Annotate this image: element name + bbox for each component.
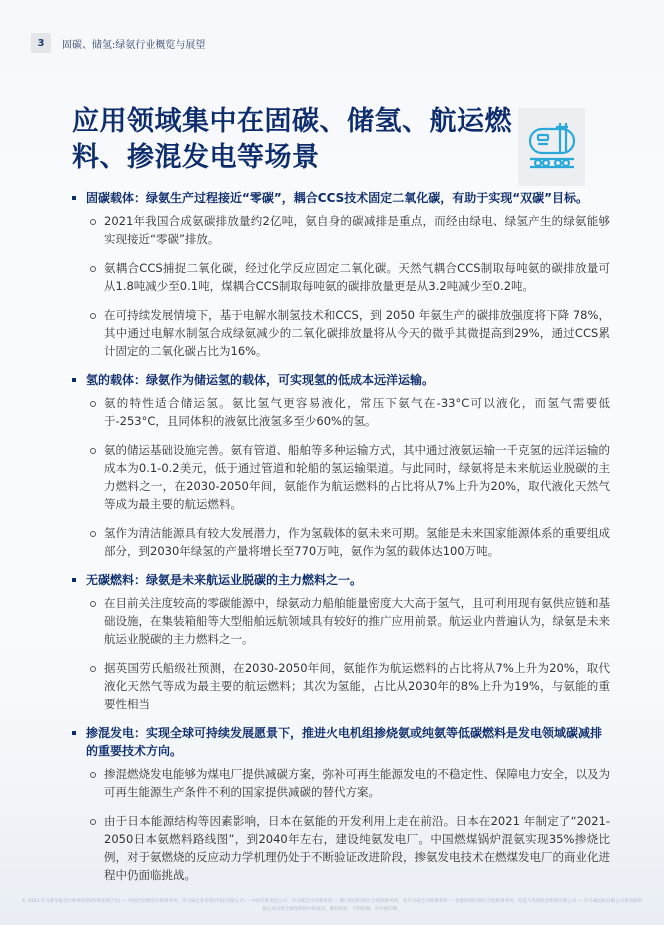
copyright-footer: © 2023 毕马威华振会计师事务所(特殊普通合伙) — 中国合伙制会计师事务所，毕马威企业咨询(中国)有限公司 — 中国有限责任公司，毕马威会计师事务所 — 澳门特别行政区合伙制事务所，及毕马威会计师事务所 — 香港特别行政区合伙制事务所，均是与英国私营担保有限公司 — 毕马威国际有限公司相关联的独立成员所全球性组织中的成员。版权所有，不得转载。在中国印制。 xyxy=(21,899,643,912)
page-number: 3 xyxy=(31,33,51,53)
list-item: 掺混燃烧发电能够为煤电厂提供减碳方案，弥补可再生能源发电的不稳定性、保障电力安全，以及为可再生能源生产条件不利的国家提供减碳的替代方案。 xyxy=(104,767,610,799)
running-header xyxy=(31,33,205,53)
header-title: 固碳、储氢:绿氨行业概览与展望 xyxy=(62,39,206,51)
bullet-circle xyxy=(90,313,96,319)
list-item: 氨的储运基础设施完善。氨有管道、船舶等多种运输方式，其中通过液氨运输一千克氢的远洋运输的成本为0.1-0.2美元，低于通过管道和轮船的氢运输渠道。与此同时，绿氨将是未来航运业脱碳的主力燃料之一，在2030-2050年间，氨能作为航运燃料的占比将从7%上升为20%，取代液化天然气等成为最主要的航运燃料。 xyxy=(104,443,610,511)
list-item: 据英国劳氏船级社预测，在2030-2050年间，氨能作为航运燃料的占比将从7%上升为20%，取代液化天然气等成为最主要的航运燃料；其次为氢能，占比从2030年的8%上升为19%，与氨能的重要性相当 xyxy=(104,661,610,711)
bullet-circle xyxy=(90,401,96,407)
bullet-square xyxy=(72,578,76,582)
bullet-circle xyxy=(90,772,96,778)
bullet-circle xyxy=(90,219,96,225)
content xyxy=(72,189,612,884)
bullet-circle xyxy=(90,601,96,607)
bullet-square xyxy=(72,731,76,735)
list-item: 在目前关注度较高的零碳能源中，绿氨动力船舶能量密度大大高于氢气，且可利用现有氨供应链和基础设施，在集装箱船等大型船舶远航领域具有较好的推广应用前景。航运业内普遍认为，绿氨是未来航运业脱碳的主力燃料之一。 xyxy=(104,596,610,646)
list-item: 氨的特性适合储运氢。氨比氢气更容易液化，常压下氨气在-33°C可以液化，而氢气需要低于-253°C，且同体积的液氨比液氢多至少60%的氢。 xyxy=(104,396,610,428)
section-heading: 无碳燃料：绿氨是未来航运业脱碳的主力燃料之一。 xyxy=(86,573,363,587)
page-title: 应用领域集中在固碳、储氢、航运燃料、掺混发电等场景 xyxy=(72,106,512,173)
section-heading: 掺混发电：实现全球可持续发展愿景下，推进火电机组掺烧氨或纯氨等低碳燃料是发电领域碳减排的重要技术方向。 xyxy=(86,726,603,758)
section-heading: 固碳载体：绿氨生产过程接近“零碳”，耦合CCS技术固定二氧化碳，有助于实现“双碳”目标。 xyxy=(86,191,589,205)
section-carbon-free-fuel xyxy=(72,571,612,713)
list-item: 氢作为清洁能源具有较大发展潜力，作为氢载体的氨未来可期。氢能是未来国家能源体系的重要组成部分，到2030年绿氢的产量将增长至770万吨，氨作为氢的载体达100万吨。 xyxy=(104,526,610,558)
bullet-circle xyxy=(90,531,96,537)
bullet-square xyxy=(72,378,76,382)
bullet-circle xyxy=(90,666,96,672)
list-item: 氨耦合CCS捕捉二氧化碳，经过化学反应固定二氧化碳。天然气耦合CCS制取每吨氨的碳排放量可从1.8吨减少至0.1吨，煤耦合CCS制取每吨氨的碳排放量更是从3.2吨减少至0.2吨。 xyxy=(104,261,610,293)
bullet-circle xyxy=(90,448,96,454)
list-item: 在可持续发展情境下，基于电解水制氢技术和CCS，到 2050 年氨生产的碳排放强度将下降 78%，其中通过电解水制氢合成绿氨减少的二氧化碳排放量将从今天的微乎其微提高到29%，通过CCS累计固定的二氧化碳占比为16%。 xyxy=(104,308,610,358)
section-heading: 氢的载体：绿氨作为储运氢的载体，可实现氢的低成本远洋运输。 xyxy=(86,373,435,387)
section-carbon-fixation xyxy=(72,189,612,360)
tank-wagon-icon xyxy=(518,108,585,186)
section-hydrogen-carrier xyxy=(72,371,612,560)
section-co-firing xyxy=(72,724,612,884)
list-item: 2021年我国合成氨碳排放量约2亿吨，氨自身的碳减排是重点，而经由绿电、绿氢产生的绿氨能够实现接近“零碳”排放。 xyxy=(104,214,610,246)
list-item: 由于日本能源结构等因素影响，日本在氨能的开发利用上走在前沿。日本在2021 年制定了“2021-2050日本氨燃料路线图”，到2040年左右，建设纯氨发电厂。中国燃煤锅炉混氨实现35%掺烧比例，对于氨燃烧的反应动力学机理仍处于不断验证改进阶段，掺氨发电技术在燃煤发电厂的商业化进程中仍面临挑战。 xyxy=(104,814,610,882)
bullet-circle xyxy=(90,819,96,825)
bullet-square xyxy=(72,196,76,200)
bullet-circle xyxy=(90,266,96,272)
